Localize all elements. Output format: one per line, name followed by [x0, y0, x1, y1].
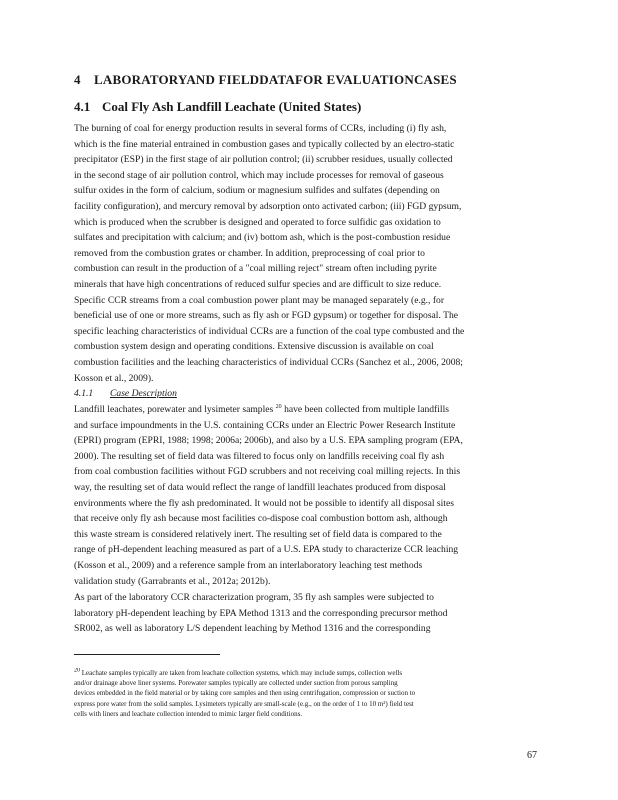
- text-line: SR002, as well as laboratory L/S dependent leaching by Method 1316 and the corresponding: [74, 623, 431, 635]
- footnote-text: Leachate samples typically are taken from leachate collection systems, which may include sumps, collection wells: [81, 669, 403, 677]
- paragraph-case-description: [74, 402, 546, 589]
- subsubsection-number: 4.1.1: [74, 388, 94, 399]
- text-line: (EPRI) program (EPRI, 1988; 1998; 2006a; 2006b), and also by a U.S. EPA sampling program (EPA,: [74, 435, 463, 447]
- text-line: laboratory pH-dependent leaching by EPA Method 1313 and the corresponding precursor method: [74, 607, 448, 619]
- text-line: combustion can result in the production of a "coal milling reject" stream often including pyrite: [74, 263, 437, 275]
- text-line: facility configuration), and mercury removal by adsorption onto activated carbon; (iii) FGD gypsum,: [74, 200, 462, 212]
- section-number: 4: [74, 72, 81, 87]
- text-line: (Kosson et al., 2009) and a reference sample from an interlaboratory leaching test methods: [74, 559, 423, 571]
- text-line: [74, 402, 546, 418]
- text-line: environments where the fly ash predominated. It would not be possible to identify all disposal sites: [74, 497, 454, 509]
- footnote-number: 20: [74, 668, 80, 674]
- text-line: which is the fine material entrained in combustion gases and typically collected by an electro-static: [74, 138, 455, 150]
- footnote-line: [74, 668, 546, 678]
- text-line: combustion facilities and the leaching characteristics of individual CCRs (Sanchez et al., 2006, 2008;: [74, 356, 463, 368]
- text-line: validation study (Garrabrants et al., 2012a; 2012b).: [74, 575, 271, 587]
- text-line: this waste stream is considered relatively inert. The resulting set of field data is compared to the: [74, 528, 442, 540]
- text-segment: Landfill leachates, porewater and lysimeter samples: [74, 404, 274, 415]
- footnote: [74, 668, 546, 719]
- text-line: specific leaching characteristics of individual CCRs are a function of the coal type combusted and the: [74, 325, 465, 337]
- text-line: and surface impoundments in the U.S. containing CCRs under an Electric Power Research Institute: [74, 419, 456, 431]
- subsubsection-heading: [74, 388, 177, 399]
- footnote-line: and/or drainage above liner systems. Porewater samples typically are collected under suction from porous sampling: [74, 679, 398, 688]
- text-line: beneficial use of one or more streams, such as fly ash or FGD gypsum) or together for disposal. The: [74, 310, 459, 322]
- text-line: minerals that have high concentrations of reduced sulfur species and are difficult to size reduce.: [74, 278, 442, 290]
- text-line: sulfur oxides in the form of calcium, sodium or magnesium sulfides and sulfates (depending on: [74, 185, 440, 197]
- text-line: removed from the combustion grates or chamber. In addition, preprocessing of coal prior to: [74, 247, 425, 259]
- text-line: As part of the laboratory CCR characterization program, 35 fly ash samples were subjected to: [74, 592, 434, 603]
- footnote-reference[interactable]: 20: [275, 403, 282, 410]
- footnote-line: cells with liners and leachate collection intended to mimic larger field conditions.: [74, 709, 303, 718]
- text-line: range of pH-dependent leaching measured as part of a U.S. EPA study to characterize CCR leaching: [74, 544, 459, 556]
- text-line: The burning of coal for energy production results in several forms of CCRs, including (i) fly ash,: [74, 123, 447, 134]
- footnote-separator: [74, 654, 220, 655]
- paragraph-laboratory-program: [74, 590, 546, 637]
- text-line: sulfates and precipitation with calcium; and (iv) bottom ash, which is the post-combustion residue: [74, 232, 451, 244]
- text-line: precipitator (ESP) in the first stage of air pollution control; (ii) scrubber residues, usually collected: [74, 154, 453, 166]
- page-number: 67: [527, 750, 537, 761]
- text-line: Specific CCR streams from a coal combustion power plant may be managed separately (e.g., for: [74, 294, 445, 306]
- footnote-line: express pore water from the solid samples. Lysimeters typically are small-scale (e.g., on the order of 1 to 10 m²) field test: [74, 699, 414, 708]
- text-line: which is produced when the scrubber is designed and operated to force sulfidic gas oxidation to: [74, 216, 441, 228]
- text-line: Kosson et al., 2009).: [74, 372, 154, 384]
- section-heading: [74, 72, 457, 88]
- text-line: 2000). The resulting set of field data was filtered to focus only on landfills receiving coal fly ash: [74, 450, 445, 462]
- subsection-title: Coal Fly Ash Landfill Leachate (United States): [102, 99, 362, 114]
- subsection-heading: [74, 99, 361, 115]
- text-line: from coal combustion facilities without FGD scrubbers and not receiving coal milling rejects. In this: [74, 466, 461, 478]
- text-segment: have been collected from multiple landfills: [284, 404, 449, 415]
- text-line: in the second stage of air pollution control, which may include processes for removal of gaseous: [74, 169, 444, 181]
- text-line: combustion system design and operating conditions. Extensive discussion is available on coal: [74, 341, 434, 353]
- section-title: LABORATORYAND FIELDDATAFOR EVALUATIONCASES: [94, 72, 457, 87]
- footnote-line: devices embedded in the field material or by taking core samples and then using centrifugation, compression or suction to: [74, 689, 416, 698]
- text-line: that receive only fly ash because most facilities co-dispose coal combustion bottom ash, although: [74, 513, 448, 525]
- text-line: way, the resulting set of data would reflect the range of landfill leachates produced from disposal: [74, 481, 446, 493]
- subsection-number: 4.1: [74, 99, 91, 114]
- paragraph-ccr-forms: [74, 121, 546, 386]
- subsubsection-title: Case Description: [110, 388, 177, 399]
